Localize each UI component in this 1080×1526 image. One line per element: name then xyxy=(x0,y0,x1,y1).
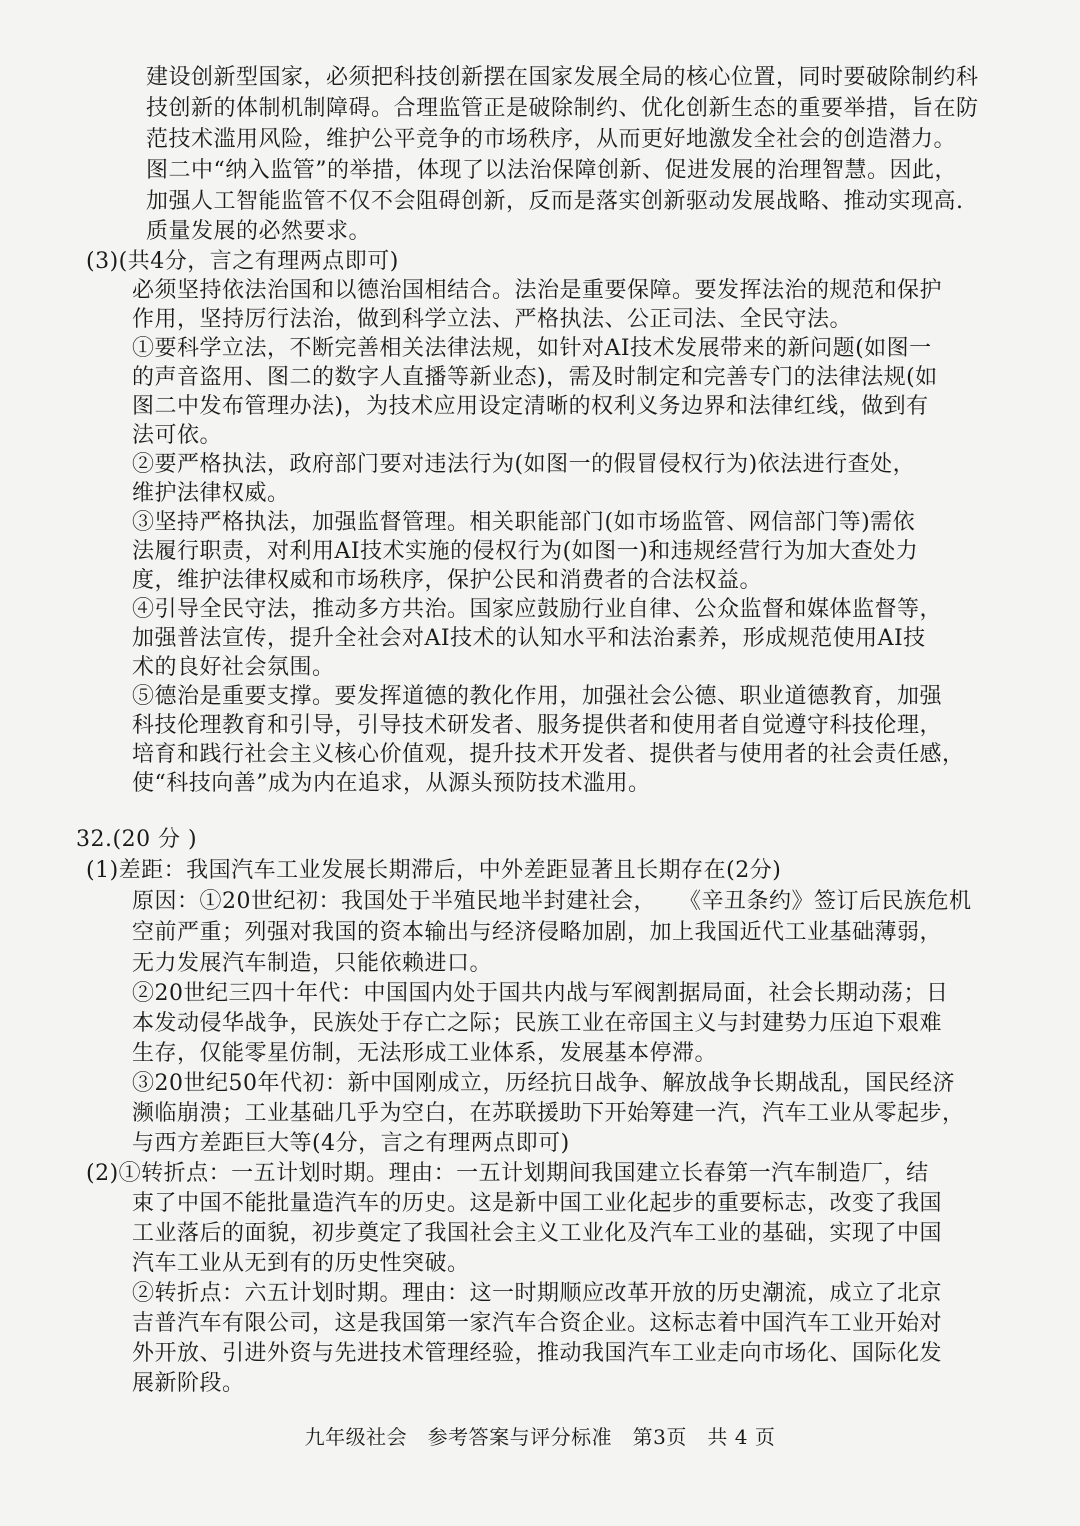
paragraph-line: 的声音盗用、图二的数字人直播等新业态)，需及时制定和完善专门的法律法规(如 xyxy=(132,365,938,390)
paragraph-line: 法履行职责，对利用AI技术实施的侵权行为(如图一)和违规经营行为加大查处力 xyxy=(132,539,919,564)
question-32-heading: 32.(20 分 ) xyxy=(76,827,198,852)
paragraph-line: 濒临崩溃；工业基础几乎为空白，在苏联援助下开始筹建一汽，汽车工业从零起步， xyxy=(132,1101,965,1126)
paragraph-line: 图二中“纳入监管”的举措，体现了以法治保障创新、促进发展的治理智慧。因此， xyxy=(146,158,957,183)
section-3-heading: (3)(共4分，言之有理两点即可) xyxy=(86,249,399,274)
paragraph-line: 作用，坚持厉行法治，做到科学立法、严格执法、公正司法、全民守法。 xyxy=(132,307,853,332)
paragraph-line: 范技术滥用风险，维护公平竞争的市场秩序，从而更好地激发全社会的创造潜力。 xyxy=(146,127,957,152)
paragraph-line: 图二中发布管理办法)，为技术应用设定清晰的权利义务边界和法律红线，做到有 xyxy=(132,394,929,419)
paragraph-line: 技创新的体制机制障碍。合理监管正是破除制约、优化创新生态的重要举措，旨在防 xyxy=(146,96,979,121)
page-footer: 九年级社会 参考答案与评分标准 第3页 共 4 页 xyxy=(304,1425,776,1449)
paragraph-line: 度，维护法律权威和市场秩序，保护公民和消费者的合法权益。 xyxy=(132,568,763,593)
paragraph-line: 展新阶段。 xyxy=(132,1371,245,1396)
paragraph-line: 建设创新型国家，必须把科技创新摆在国家发展全局的核心位置，同时要破除制约科 xyxy=(146,65,979,90)
part-1-heading: (1)差距：我国汽车工业发展长期滞后，中外差距显著且长期存在(2分) xyxy=(86,858,782,883)
part-2-heading: (2)①转折点：一五计划时期。理由：一五计划期间我国建立长春第一汽车制造厂，结 xyxy=(86,1161,929,1186)
paragraph-line: 原因：①20世纪初：我国处于半殖民地半封建社会， 《辛丑条约》签订后民族危机 xyxy=(132,889,972,914)
paragraph-line: 无力发展汽车制造，只能依赖进口。 xyxy=(132,951,493,976)
paragraph-line: ⑤德治是重要支撑。要发挥道德的教化作用，加强社会公德、职业道德教育，加强 xyxy=(132,684,943,709)
paragraph-line: 培育和践行社会主义核心价值观，提升技术开发者、提供者与使用者的社会责任感， xyxy=(132,742,965,767)
paragraph-line: 维护法律权威。 xyxy=(132,481,290,506)
paragraph-line: 术的良好社会氛围。 xyxy=(132,655,335,680)
paragraph-line: 科技伦理教育和引导，引导技术研发者、服务提供者和使用者自觉遵守科技伦理， xyxy=(132,713,943,738)
paragraph-line: 本发动侵华战争，民族处于存亡之际；民族工业在帝国主义与封建势力压迫下艰难 xyxy=(132,1011,943,1036)
paragraph-line: 空前严重；列强对我国的资本输出与经济侵略加剧，加上我国近代工业基础薄弱， xyxy=(132,920,943,945)
paragraph-line: 外开放、引进外资与先进技术管理经验，推动我国汽车工业走向市场化、国际化发 xyxy=(132,1341,943,1366)
paragraph-line: 束了中国不能批量造汽车的历史。这是新中国工业化起步的重要标志，改变了我国 xyxy=(132,1191,943,1216)
paragraph-line: 法可依。 xyxy=(132,423,223,448)
paragraph-line: 工业落后的面貌，初步奠定了我国社会主义工业化及汽车工业的基础，实现了中国 xyxy=(132,1221,943,1246)
paragraph-line: ①要科学立法，不断完善相关法律法规，如针对AI技术发展带来的新问题(如图一 xyxy=(132,336,932,361)
paragraph-line: 使“科技向善”成为内在追求，从源头预防技术滥用。 xyxy=(132,771,651,796)
paragraph-line: 生存，仅能零星仿制，无法形成工业体系，发展基本停滞。 xyxy=(132,1041,718,1066)
paragraph-line: ②20世纪三四十年代：中国国内处于国共内战与军阀割据局面，社会长期动荡；日 xyxy=(132,981,949,1006)
paragraph-line: 质量发展的必然要求。 xyxy=(146,219,372,244)
paragraph-line: 与西方差距巨大等(4分，言之有理两点即可) xyxy=(132,1131,570,1156)
paragraph-line: 必须坚持依法治国和以德治国相结合。法治是重要保障。要发挥法治的规范和保护 xyxy=(132,278,943,303)
paragraph-line: ②转折点：六五计划时期。理由：这一时期顺应改革开放的历史潮流，成立了北京 xyxy=(132,1281,943,1306)
paragraph-line: ②要严格执法，政府部门要对违法行为(如图一的假冒侵权行为)依法进行查处， xyxy=(132,452,916,477)
paragraph-line: ③坚持严格执法，加强监督管理。相关职能部门(如市场监管、网信部门等)需依 xyxy=(132,510,916,535)
paragraph-line: 汽车工业从无到有的历史性突破。 xyxy=(132,1251,470,1276)
paragraph-line: ③20世纪50年代初：新中国刚成立，历经抗日战争、解放战争长期战乱，国民经济 xyxy=(132,1071,955,1096)
paragraph-line: 吉普汽车有限公司，这是我国第一家汽车合资企业。这标志着中国汽车工业开始对 xyxy=(132,1311,943,1336)
paragraph-line: 加强人工智能监管不仅不会阻碍创新，反而是落实创新驱动发展战略、推动实现高. xyxy=(146,189,964,214)
paragraph-line: ④引导全民守法，推动多方共治。国家应鼓励行业自律、公众监督和媒体监督等， xyxy=(132,597,943,622)
paragraph-line: 加强普法宣传，提升全社会对AI技术的认知水平和法治素养，形成规范使用AI技 xyxy=(132,626,926,651)
